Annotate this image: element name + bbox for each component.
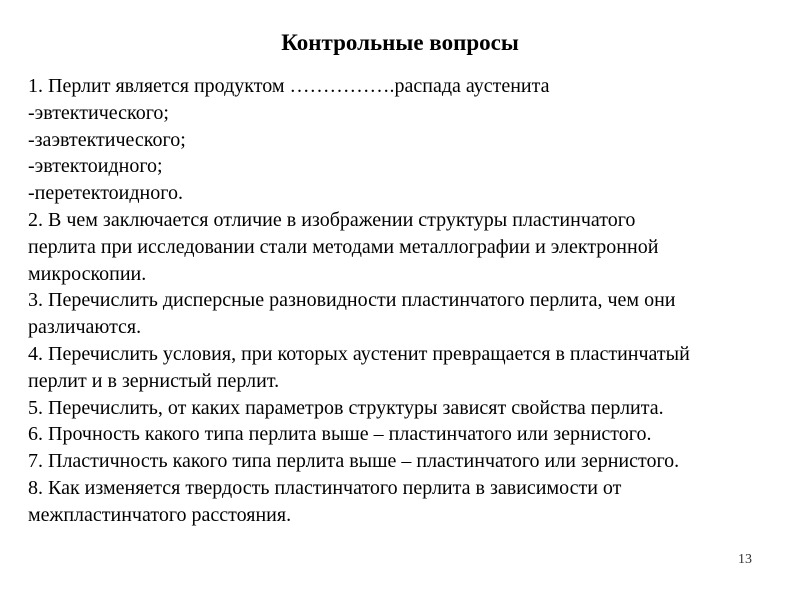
question-5: 5. Перечислить, от каких параметров структуры зависят свойства перлита. (28, 396, 664, 419)
slide-title: Контрольные вопросы (281, 30, 519, 55)
question-4-line-1: 4. Перечислить условия, при которых аустенит превращается в пластинчатый (28, 342, 690, 365)
question-3-line-1: 3. Перечислить дисперсные разновидности пластинчатого перлита, чем они (28, 289, 676, 312)
question-7: 7. Пластичность какого типа перлита выше – пластинчатого или зернистого. (28, 450, 680, 473)
question-3-line-2: различаются. (28, 316, 142, 339)
question-8-line-1: 8. Как изменяется твердость пластинчатого перлита в зависимости от (28, 476, 622, 499)
option-eutectic: -эвтектического; (28, 101, 169, 124)
question-2-line-3: микроскопии. (28, 262, 147, 285)
question-1-text: 1. Перлит является продуктом …………….распада аустенита (28, 75, 550, 97)
question-2-line-2: перлита при исследовании стали методами металлографии и электронной (28, 235, 659, 258)
question-list (28, 73, 788, 529)
page-number: 13 (738, 552, 752, 567)
question-2-line-1: 2. В чем заключается отличие в изображении структуры пластинчатого (28, 208, 636, 231)
option-eutectoid: -эвтектоидного; (28, 155, 163, 178)
option-peritectoid: -перетектоидного. (28, 182, 183, 205)
question-6: 6. Прочность какого типа перлита выше – пластинчатого или зернистого. (28, 423, 652, 446)
option-hypereutectic: -заэвтектического; (28, 128, 186, 151)
question-4-line-2: перлит и в зернистый перлит. (28, 369, 280, 392)
question-8-line-2: межпластинчатого расстояния. (28, 503, 292, 526)
